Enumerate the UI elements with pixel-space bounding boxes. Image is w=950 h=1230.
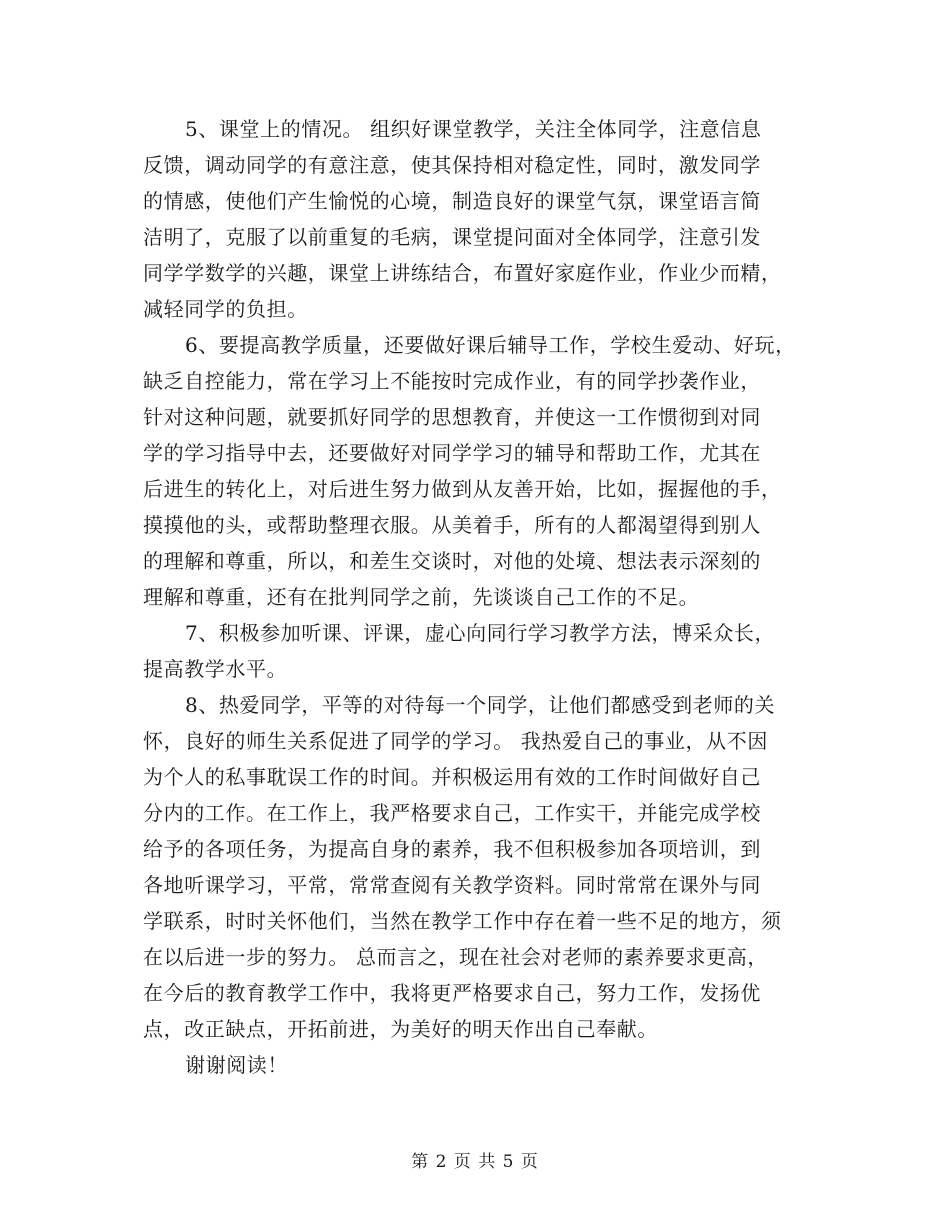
paragraph-8-line-2: 怀，良好的师生关系促进了同学的学习。 我热爱自己的事业，从不因: [143, 729, 768, 753]
paragraph-6-line-8: 理解和尊重，还有在批判同学之前，先谈谈自己工作的不足。: [143, 585, 700, 609]
page-number-footer: 第 2 页 共 5 页: [411, 1152, 539, 1172]
paragraph-5-line-3: 的情感，使他们产生愉悦的心境，制造良好的课堂气氛，课堂语言简: [143, 189, 761, 213]
paragraph-8-line-5: 给予的各项任务，为提高自身的素养，我不但积极参加各项培训，到: [143, 837, 761, 861]
paragraph-8-line-3: 为个人的私事耽误工作的时间。并积极运用有效的工作时间做好自己: [143, 765, 761, 789]
paragraph-5-line-6: 减轻同学的负担。: [143, 297, 308, 321]
closing-thanks: 谢谢阅读！: [185, 1053, 288, 1077]
paragraph-5-line-4: 洁明了，克服了以前重复的毛病，课堂提问面对全体同学，注意引发: [143, 225, 761, 249]
paragraph-6-line-3: 针对这种问题，就要抓好同学的思想教育，并使这一工作惯彻到对同: [143, 405, 761, 429]
paragraph-6-line-1: 6、要提高教学质量，还要做好课后辅导工作，学校生爱动、好玩，: [185, 333, 796, 357]
paragraph-5-line-1: 5、课堂上的情况。 组织好课堂教学，关注全体同学，注意信息: [185, 117, 762, 141]
paragraph-8-line-10: 点，改正缺点，开拓前进，为美好的明天作出自己奉献。: [143, 1017, 658, 1041]
paragraph-8-line-4: 分内的工作。在工作上，我严格要求自己，工作实干，并能完成学校: [143, 801, 761, 825]
paragraph-6-line-4: 学的学习指导中去，还要做好对同学学习的辅导和帮助工作，尤其在: [143, 441, 761, 465]
paragraph-5-line-5: 同学学数学的兴趣，课堂上讲练结合，布置好家庭作业，作业少而精，: [143, 261, 782, 285]
paragraph-6-line-2: 缺乏自控能力，常在学习上不能按时完成作业，有的同学抄袭作业，: [143, 369, 761, 393]
paragraph-8-line-6: 各地听课学习，平常，常常查阅有关教学资料。同时常常在课外与同: [143, 873, 761, 897]
paragraph-8-line-8: 在以后进一步的努力。 总而言之，现在社会对老师的素养要求更高，: [143, 945, 768, 969]
paragraph-6-line-6: 摸摸他的头，或帮助整理衣服。从美着手，所有的人都渴望得到别人: [143, 513, 761, 537]
paragraph-6-line-5: 后进生的转化上，对后进生努力做到从友善开始，比如，握握他的手，: [143, 477, 782, 501]
paragraph-7-line-2: 提高教学水平。: [143, 657, 288, 681]
paragraph-8-line-1: 8、热爱同学，平等的对待每一个同学，让他们都感受到老师的关: [185, 693, 776, 717]
paragraph-8-line-7: 学联系，时时关怀他们，当然在教学工作中存在着一些不足的地方，须: [143, 909, 782, 933]
paragraph-8-line-9: 在今后的教育教学工作中，我将更严格要求自己，努力工作，发扬优: [143, 981, 761, 1005]
paragraph-5-line-2: 反馈，调动同学的有意注意，使其保持相对稳定性，同时，激发同学: [143, 153, 761, 177]
paragraph-7-line-1: 7、积极参加听课、评课，虚心向同行学习教学方法，博采众长，: [185, 621, 776, 645]
document-body: [143, 111, 813, 1083]
paragraph-6-line-7: 的理解和尊重，所以，和差生交谈时，对他的处境、想法表示深刻的: [143, 549, 761, 573]
